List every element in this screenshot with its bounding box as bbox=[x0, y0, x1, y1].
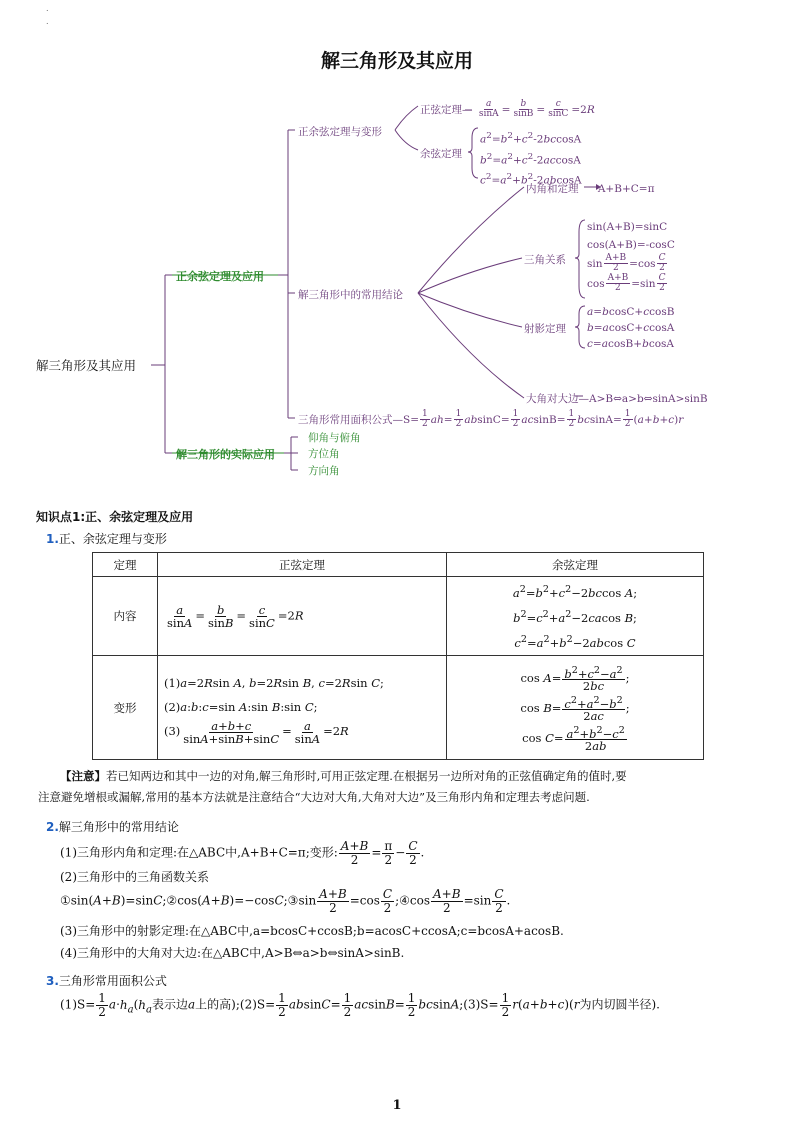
node-area-label: 三角形常用面积公式 bbox=[298, 413, 393, 426]
mindmap-branch1: 正余弦定理及应用 bbox=[176, 270, 264, 283]
table-sine-variant: (1)a=2Rsin A, b=2Rsin B, c=2Rsin C; (2)a:b:c=sin A:sin B:sin C; (3) $\frac{a+b+c}{\sin A+\sin B+\sin C}$ = $\frac{a}{\sin A}$ =2R bbox=[158, 656, 447, 760]
page-title: 解三角形及其应用 bbox=[320, 50, 473, 72]
table-cosine-variant: cos A= $\frac{b^2+c^2-a^2}{2bc}$ ; cos B= $\frac{c^2+a^2-b^2}{2ac}$ ; cos C= $\frac{a^2+b^2-c^2}{2ab}$ bbox=[447, 656, 704, 760]
mindmap-root: 解三角形及其应用 bbox=[36, 358, 137, 373]
section1-sub1 bbox=[46, 530, 167, 547]
section1-sub1-num: 1. bbox=[46, 532, 59, 546]
node-sine-label: 正弦定理 bbox=[420, 103, 462, 116]
section2-item4: (4)三角形中的大角对大边:在△ABC中,A>B⇔a>b⇔sinA>sinB. bbox=[60, 946, 405, 960]
table-row-content-label: 内容 bbox=[93, 577, 158, 656]
note-text-2: 注意避免增根或漏解,常用的基本方法就是注意结合“大边对大角,大角对大边”及三角形内角和定理去考虑问题. bbox=[38, 790, 590, 804]
node-trig: 三角关系 bbox=[524, 254, 566, 266]
page-number: 1 bbox=[392, 1098, 402, 1113]
section2-item3: (3)三角形中的射影定理:在△ABC中,a=bcosC+ccosB;b=acosC+ccosA;c=bcosA+acosB. bbox=[60, 924, 564, 938]
note-label: 【注意】 bbox=[60, 769, 106, 783]
app-direction: 方向角 bbox=[308, 465, 340, 477]
section2-trig-formulas: ①sin(A+B)=sinC;②cos(A+B)=−cosC;③sin $\frac{A+B}{2}$ =cos $\frac{C}{2}$ ;④cos $\frac{A+B}{2}$ =sin $\frac{C}{2}$ . bbox=[60, 887, 511, 915]
node-conclusions: 解三角形中的常用结论 bbox=[298, 289, 403, 301]
section2-item2: (2)三角形中的三角函数关系 bbox=[60, 870, 209, 884]
theorem-table bbox=[92, 552, 704, 760]
section3-heading bbox=[46, 972, 167, 989]
section2-heading bbox=[46, 818, 179, 835]
node-sine-cosine: 正余弦定理与变形 bbox=[298, 126, 382, 138]
section3-title: 三角形常用面积公式 bbox=[58, 974, 167, 988]
app-elevation: 仰角与俯角 bbox=[308, 432, 361, 444]
node-big-side-eq: A>B⇔a>b⇔sinA>sinB bbox=[589, 393, 708, 405]
table-header-cosine: 余弦定理 bbox=[447, 553, 704, 577]
mindmap-branch2: 解三角形的实际应用 bbox=[176, 448, 275, 461]
section2-title: 解三角形中的常用结论 bbox=[58, 820, 179, 834]
section1-sub1-text: 正、余弦定理与变形 bbox=[58, 532, 167, 546]
corner-dots: . . bbox=[46, 4, 49, 26]
node-projection: 射影定理 bbox=[524, 323, 566, 335]
section2-item1-text: (1)三角形内角和定理:在△ABC中,A+B+C=π;变形: bbox=[60, 845, 338, 860]
section3-formulas: (1)S= $\frac{1}{2}$ $a\cdot h_a(h_a$表示边a上的高);(2)S= $\frac{1}{2}$ absinC= $\frac{1}{2}$ acsinB= $\frac{1}{2}$ bcsinA;(3)S= $\frac{1}{2}$ r(a+b+c)(r为内切圆半径). bbox=[60, 991, 660, 1019]
table-header-sine: 正弦定理 bbox=[158, 553, 447, 577]
table-sine-content: $\frac{a}{\sin A}$ = $\frac{b}{\sin B}$ = $\frac{c}{\sin C}$ =2R bbox=[158, 577, 447, 656]
projection-formulas: a=bcosC+ccosB b=acosC+ccosA c=acosB+bcosA bbox=[587, 306, 675, 350]
table-header-theorem: 定理 bbox=[93, 553, 158, 577]
node-big-side-label: 大角对大边 bbox=[526, 393, 579, 405]
node-area: 三角形常用面积公式—S= $\frac{1}{2}$ ah= $\frac{1}{2}$ absinC= $\frac{1}{2}$ acsinB= $\frac{1}{2}$ bcsinA= $\frac{1}{2}$ (a+b+c)r bbox=[298, 409, 684, 430]
section3-num: 3. bbox=[46, 974, 59, 988]
trig-formulas: sin(A+B)=sinC cos(A+B)=-cosC sin $\frac{A+B}{2}$ =cos $\frac{C}{2}$ cos $\frac{A+B}{2}$ =sin $\frac{C}{2}$ bbox=[587, 221, 675, 294]
node-angle-sum-label: 内角和定理 bbox=[526, 183, 579, 195]
node-sine: 正弦定理— $\frac{a}{\sin A}$ = $\frac{b}{\sin B}$ = $\frac{c}{\sin C}$ =2R bbox=[420, 99, 595, 120]
node-cosine: 余弦定理 bbox=[420, 148, 462, 160]
section2-num: 2. bbox=[46, 820, 59, 834]
node-angle-sum-eq: A+B+C=π bbox=[597, 183, 655, 195]
table-cosine-content: $a^2=b^2+c^2-2bccos$ A; $b^2=c^2+a^2-2cacos$ B; $c^2=a^2+b^2-2abcos$ C bbox=[447, 577, 704, 656]
section2-item1: (1)三角形内角和定理:在△ABC中,A+B+C=π;变形: $\frac{A+B}{2}$ = $\frac{\pi}{2}$ − $\frac{C}{2}$ . bbox=[60, 839, 425, 867]
note-text: 若已知两边和其中一边的对角,解三角形时,可用正弦定理.在根据另一边所对角的正弦值确定角的值时,要 bbox=[106, 769, 627, 783]
note-paragraph bbox=[38, 766, 627, 808]
table-row-variant-label: 变形 bbox=[93, 656, 158, 760]
section1-heading: 知识点1:正、余弦定理及应用 bbox=[36, 510, 194, 524]
node-big-side: 大角对大边—A>B⇔a>b⇔sinA>sinB bbox=[526, 393, 708, 405]
cosine-formulas: $a^2=b^2+c^2-2bccosA$ $b^2=a^2+c^2-2accosA$ $c^2=a^2+b^2-2abcosA$ bbox=[480, 131, 582, 187]
node-angle-sum bbox=[526, 181, 654, 196]
app-azimuth: 方位角 bbox=[308, 448, 340, 460]
